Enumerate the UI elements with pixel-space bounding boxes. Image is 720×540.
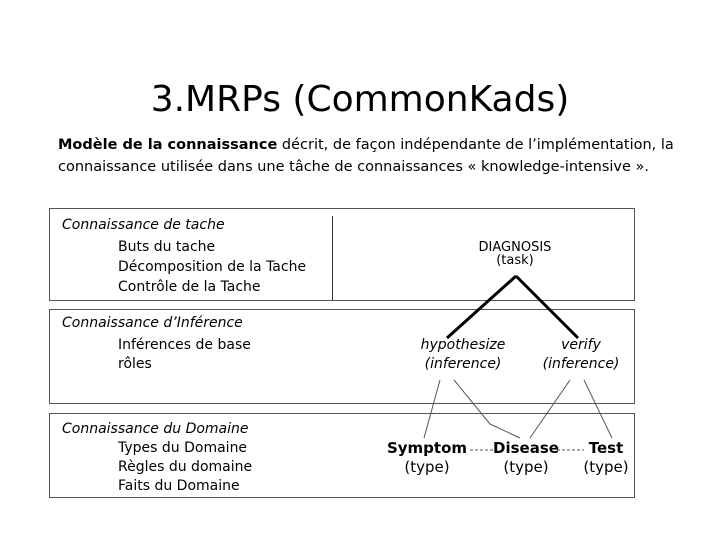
slide-title: 3.MRPs (CommonKads) xyxy=(150,79,570,120)
disease-node xyxy=(484,439,568,477)
diagnosis-kind: (task) xyxy=(496,253,534,268)
test-kind: (type) xyxy=(583,458,629,476)
test-name: Test xyxy=(588,439,624,457)
inference-knowledge-title: Connaissance d’Inférence xyxy=(62,315,243,331)
diagnosis-node xyxy=(460,240,570,268)
inference-item: Inférences de base xyxy=(118,337,251,353)
hypothesize-disease-edge-2 xyxy=(490,424,520,438)
hypothesize-disease-edge xyxy=(454,380,490,424)
domain-item: Types du Domaine xyxy=(118,440,248,456)
disease-kind: (type) xyxy=(503,458,549,476)
domain-item: Faits du Domaine xyxy=(118,478,240,494)
verify-disease-edge xyxy=(530,380,570,438)
task-knowledge-title: Connaissance de tache xyxy=(62,217,225,233)
diagnosis-verify-edge xyxy=(516,276,578,338)
hypothesize-name: hypothesize xyxy=(420,337,506,353)
diagnosis-name: DIAGNOSIS xyxy=(478,240,552,255)
symptom-kind: (type) xyxy=(404,458,450,476)
domain-knowledge-title: Connaissance du Domaine xyxy=(62,421,249,437)
task-item: Contrôle de la Tache xyxy=(118,279,261,295)
verify-node xyxy=(527,337,635,372)
hypothesize-symptom-edge xyxy=(424,380,440,438)
intro-bold: Modèle de la connaissance xyxy=(58,137,278,153)
intro-text-1: décrit, de façon indépendante de l’implémentation, la xyxy=(277,137,674,153)
inference-item: rôles xyxy=(118,356,152,372)
task-item: Décomposition de la Tache xyxy=(118,259,307,275)
verify-test-edge xyxy=(584,380,612,438)
diagnosis-hypothesize-edge xyxy=(447,276,516,338)
test-node xyxy=(576,439,636,477)
hypothesize-kind: (inference) xyxy=(424,356,502,372)
domain-item: Règles du domaine xyxy=(118,459,253,475)
verify-kind: (inference) xyxy=(542,356,620,372)
verify-name: verify xyxy=(561,337,601,353)
hypothesize-node xyxy=(405,337,521,372)
intro-text-2: connaissance utilisée dans une tâche de connaissances « knowledge-intensive ». xyxy=(58,159,650,175)
disease-name: Disease xyxy=(493,439,559,457)
symptom-node xyxy=(380,439,474,477)
symptom-name: Symptom xyxy=(386,439,468,457)
task-item: Buts du tache xyxy=(118,239,216,255)
